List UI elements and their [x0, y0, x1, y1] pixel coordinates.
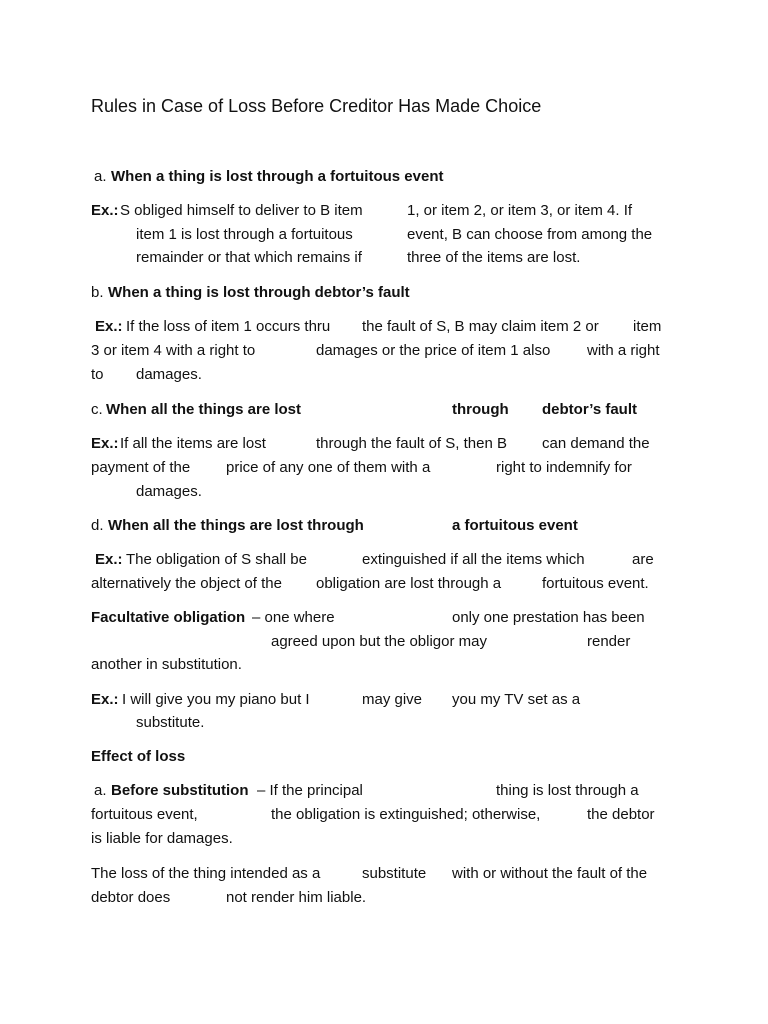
effect-term: Before substitution — [111, 782, 249, 799]
piano-line: substitute. — [136, 714, 205, 731]
section-b-line: 3 or item 4 with a right to — [91, 342, 256, 359]
section-c-prefix: c. — [91, 401, 103, 418]
section-c-heading: debtor’s fault — [542, 401, 638, 418]
facultative-line: agreed upon but the obligor may — [271, 633, 487, 650]
section-b-line: with a right — [587, 342, 660, 359]
section-a-line: remainder or that which remains if — [136, 249, 362, 266]
facultative-line: render — [587, 633, 631, 650]
piano-line: you my TV set as a — [452, 691, 581, 708]
facultative-line: another in substitution. — [91, 656, 242, 673]
section-b-heading: When a thing is lost through debtor’s fault — [108, 284, 410, 301]
section-c-line: payment of the — [91, 459, 191, 476]
section-a-line: three of the items are lost. — [407, 249, 581, 266]
section-b-line: to — [91, 366, 104, 383]
section-a-ex-label: Ex.: — [91, 202, 119, 219]
loss-line: with or without the fault of the — [452, 865, 648, 882]
loss-line: The loss of the thing intended as a — [91, 865, 321, 882]
section-a-prefix: a. — [94, 168, 107, 185]
section-c-line: If all the items are lost — [120, 435, 266, 452]
section-d-line: are — [632, 551, 654, 568]
section-d-heading: When all the things are lost through — [108, 517, 364, 534]
section-c-heading: through — [452, 401, 509, 418]
section-a-line: item 1 is lost through a fortuitous — [136, 226, 353, 243]
section-b-line: the fault of S, B may claim item 2 or — [362, 318, 599, 335]
section-d-line: The obligation of S shall be — [126, 551, 307, 568]
section-c-ex-label: Ex.: — [91, 435, 119, 452]
effect-line: is liable for damages. — [91, 830, 233, 847]
effect-line: fortuitous event, — [91, 806, 198, 823]
section-d-line: alternatively the object of the — [91, 575, 282, 592]
section-b-line: item — [633, 318, 662, 335]
section-b-ex-label: Ex.: — [95, 318, 123, 335]
section-a-line: S obliged himself to deliver to B item — [120, 202, 363, 219]
section-c-line: can demand the — [542, 435, 650, 452]
section-c-line: right to indemnify for — [496, 459, 632, 476]
section-b-prefix: b. — [91, 284, 104, 301]
section-a-line: event, B can choose from among the — [407, 226, 653, 243]
facultative-line: only one prestation has been — [452, 609, 645, 626]
section-b-line: damages. — [136, 366, 202, 383]
piano-line: may give — [362, 691, 423, 708]
effect-line: the debtor — [587, 806, 655, 823]
section-d-ex-label: Ex.: — [95, 551, 123, 568]
effect-heading: Effect of loss — [91, 748, 186, 765]
section-d-prefix: d. — [91, 517, 104, 534]
facultative-term: Facultative obligation — [91, 609, 246, 626]
section-d-line: fortuitous event. — [542, 575, 649, 592]
piano-line: I will give you my piano but I — [122, 691, 310, 708]
section-b-line: If the loss of item 1 occurs thru — [126, 318, 331, 335]
effect-line: – If the principal — [257, 782, 363, 799]
piano-ex-label: Ex.: — [91, 691, 119, 708]
section-c-heading: When all the things are lost — [106, 401, 302, 418]
section-d-line: obligation are lost through a — [316, 575, 502, 592]
loss-line: not render him liable. — [226, 889, 367, 906]
facultative-line: – one where — [252, 609, 335, 626]
page-title: Rules in Case of Loss Before Creditor Has Made Choice — [91, 96, 542, 116]
section-c-line: through the fault of S, then B — [316, 435, 507, 452]
section-b-line: damages or the price of item 1 also — [316, 342, 551, 359]
loss-line: substitute — [362, 865, 427, 882]
effect-line: thing is lost through a — [496, 782, 639, 799]
effect-line: the obligation is extinguished; otherwise, — [271, 806, 541, 823]
section-c-line: damages. — [136, 483, 202, 500]
section-a-heading: When a thing is lost through a fortuitous event — [111, 168, 444, 185]
section-d-line: extinguished if all the items which — [362, 551, 585, 568]
section-d-heading: a fortuitous event — [452, 517, 578, 534]
section-c-line: price of any one of them with a — [226, 459, 431, 476]
loss-line: debtor does — [91, 889, 171, 906]
section-a-line: 1, or item 2, or item 3, or item 4. If — [407, 202, 633, 219]
effect-prefix: a. — [94, 782, 107, 799]
